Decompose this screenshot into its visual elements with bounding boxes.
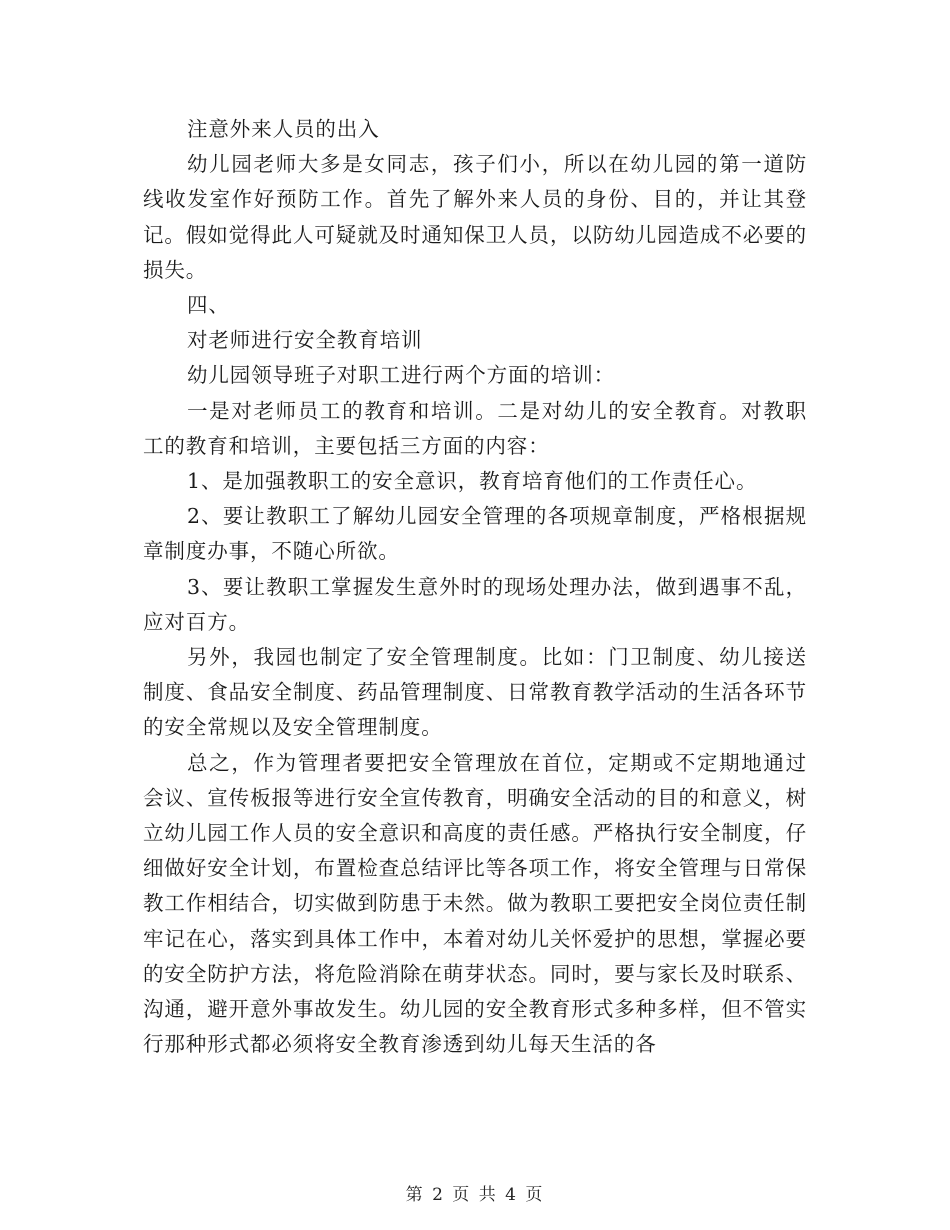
paragraph: 总之，作为管理者要把安全管理放在首位，定期或不定期地通过会议、宣传板报等进行安全宣传教育，明确安全活动的目的和意义，树立幼儿园工作人员的安全意识和高度的责任感。严格执行安全制度，仔细做好安全计划，布置检查总结评比等各项工作，将安全管理与日常保教工作相结合，切实做到防患于未然。做为教职工要把安全岗位责任制牢记在心，落实到具体工作中，本着对幼儿关怀爱护的思想，掌握必要的安全防护方法，将危险消除在萌芽状态。同时，要与家长及时联系、沟通，避开意外事故发生。幼儿园的安全教育形式多种多样，但不管实行那种形式都必须将安全教育渗透到幼儿每天生活的各	[143, 750, 807, 1057]
paragraph: 幼儿园老师大多是女同志，孩子们小，所以在幼儿园的第一道防线收发室作好预防工作。首先了解外来人员的身份、目的，并让其登记。假如觉得此人可疑就及时通知保卫人员，以防幼儿园造成不必要的损失。	[143, 152, 807, 282]
page-number-footer: 第 2 页 共 4 页	[405, 1185, 545, 1205]
list-item: 2、要让教职工了解幼儿园安全管理的各项规章制度，严格根据规章制度办事，不随心所欲。	[143, 504, 807, 564]
list-item: 1、是加强教职工的安全意识，教育培育他们的工作责任心。	[187, 469, 758, 494]
paragraph: 幼儿园领导班子对职工进行两个方面的培训：	[187, 363, 615, 388]
paragraph: 注意外来人员的出入	[187, 117, 380, 141]
paragraph: 另外，我园也制定了安全管理制度。比如：门卫制度、幼儿接送制度、食品安全制度、药品管理制度、日常教育教学活动的生活各环节的安全常规以及安全管理制度。	[143, 645, 807, 740]
section-heading: 对老师进行安全教育培训	[187, 328, 423, 353]
list-item: 3、要让教职工掌握发生意外时的现场处理办法，做到遇事不乱，应对百方。	[143, 574, 807, 634]
document-body	[143, 112, 807, 1062]
paragraph: 一是对老师员工的教育和培训。二是对幼儿的安全教育。对教职工的教育和培训，主要包括三方面的内容：	[143, 398, 807, 458]
section-number: 四、	[187, 293, 230, 318]
